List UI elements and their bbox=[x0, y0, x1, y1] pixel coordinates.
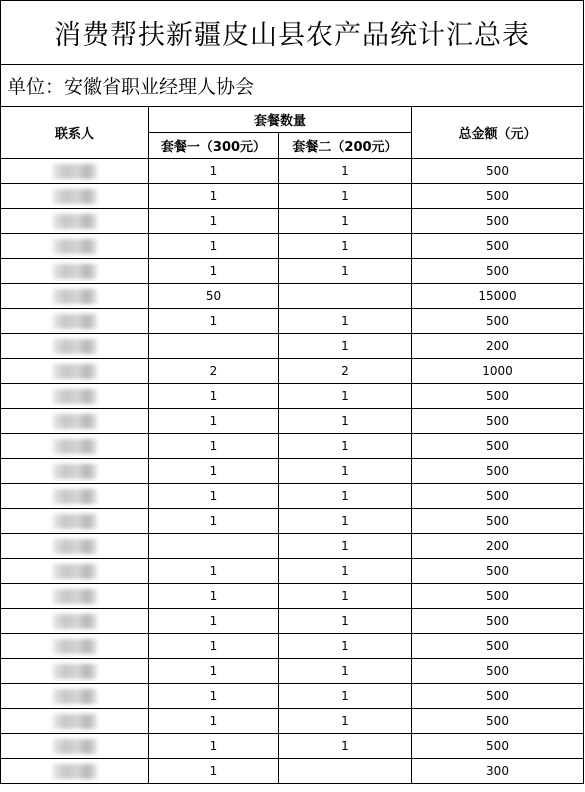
package1-cell: 1 bbox=[149, 584, 279, 609]
total-cell: 500 bbox=[412, 309, 584, 334]
package1-cell: 1 bbox=[149, 634, 279, 659]
header-contact: 联系人 bbox=[1, 107, 149, 159]
contact-cell bbox=[1, 159, 149, 184]
redacted-name bbox=[53, 189, 97, 204]
package2-cell: 1 bbox=[279, 659, 412, 684]
header-total: 总金额（元） bbox=[412, 107, 584, 159]
contact-cell bbox=[1, 284, 149, 309]
package1-cell: 2 bbox=[149, 359, 279, 384]
package2-cell: 1 bbox=[279, 734, 412, 759]
total-cell: 500 bbox=[412, 409, 584, 434]
package1-cell: 1 bbox=[149, 609, 279, 634]
package2-cell: 1 bbox=[279, 309, 412, 334]
package1-cell: 1 bbox=[149, 484, 279, 509]
package2-cell: 1 bbox=[279, 559, 412, 584]
total-cell: 300 bbox=[412, 759, 584, 784]
contact-cell bbox=[1, 459, 149, 484]
contact-cell bbox=[1, 209, 149, 234]
package1-cell bbox=[149, 334, 279, 359]
package1-cell: 1 bbox=[149, 259, 279, 284]
package1-cell: 1 bbox=[149, 759, 279, 784]
redacted-name bbox=[53, 539, 97, 554]
table-row bbox=[1, 459, 584, 484]
table-row bbox=[1, 709, 584, 734]
total-cell: 500 bbox=[412, 509, 584, 534]
table-row bbox=[1, 209, 584, 234]
table-row bbox=[1, 384, 584, 409]
contact-cell bbox=[1, 384, 149, 409]
table-row bbox=[1, 509, 584, 534]
redacted-name bbox=[53, 714, 97, 729]
table-row bbox=[1, 584, 584, 609]
table-row bbox=[1, 684, 584, 709]
redacted-name bbox=[53, 514, 97, 529]
redacted-name bbox=[53, 564, 97, 579]
table-row bbox=[1, 659, 584, 684]
contact-cell bbox=[1, 334, 149, 359]
package1-cell: 1 bbox=[149, 384, 279, 409]
contact-cell bbox=[1, 534, 149, 559]
package1-cell: 1 bbox=[149, 309, 279, 334]
contact-cell bbox=[1, 709, 149, 734]
redacted-name bbox=[53, 289, 97, 304]
redacted-name bbox=[53, 364, 97, 379]
package2-cell: 1 bbox=[279, 334, 412, 359]
package1-cell: 1 bbox=[149, 184, 279, 209]
table-row bbox=[1, 734, 584, 759]
redacted-name bbox=[53, 314, 97, 329]
package1-cell: 1 bbox=[149, 734, 279, 759]
total-cell: 500 bbox=[412, 459, 584, 484]
contact-cell bbox=[1, 609, 149, 634]
header-package2: 套餐二（200元） bbox=[279, 133, 412, 159]
total-cell: 500 bbox=[412, 434, 584, 459]
package1-cell: 1 bbox=[149, 684, 279, 709]
table-row bbox=[1, 609, 584, 634]
package2-cell: 1 bbox=[279, 159, 412, 184]
package1-cell: 1 bbox=[149, 709, 279, 734]
contact-cell bbox=[1, 359, 149, 384]
redacted-name bbox=[53, 739, 97, 754]
table-row bbox=[1, 634, 584, 659]
package2-cell: 1 bbox=[279, 634, 412, 659]
header-package1: 套餐一（300元） bbox=[149, 133, 279, 159]
total-cell: 1000 bbox=[412, 359, 584, 384]
redacted-name bbox=[53, 639, 97, 654]
table-row bbox=[1, 159, 584, 184]
redacted-name bbox=[53, 239, 97, 254]
total-cell: 500 bbox=[412, 684, 584, 709]
package2-cell: 1 bbox=[279, 534, 412, 559]
contact-cell bbox=[1, 584, 149, 609]
package1-cell bbox=[149, 534, 279, 559]
contact-cell bbox=[1, 184, 149, 209]
contact-cell bbox=[1, 234, 149, 259]
package1-cell: 1 bbox=[149, 234, 279, 259]
package1-cell: 1 bbox=[149, 159, 279, 184]
contact-cell bbox=[1, 759, 149, 784]
redacted-name bbox=[53, 614, 97, 629]
table-row bbox=[1, 234, 584, 259]
unit-label: 单位：安徽省职业经理人协会 bbox=[1, 65, 584, 107]
header-package-qty: 套餐数量 bbox=[149, 107, 412, 133]
package2-cell: 1 bbox=[279, 509, 412, 534]
total-cell: 500 bbox=[412, 484, 584, 509]
contact-cell bbox=[1, 309, 149, 334]
redacted-name bbox=[53, 764, 97, 779]
redacted-name bbox=[53, 214, 97, 229]
package2-cell: 1 bbox=[279, 684, 412, 709]
package2-cell: 1 bbox=[279, 584, 412, 609]
table-row bbox=[1, 434, 584, 459]
package2-cell: 1 bbox=[279, 384, 412, 409]
redacted-name bbox=[53, 589, 97, 604]
package2-cell: 1 bbox=[279, 409, 412, 434]
contact-cell bbox=[1, 409, 149, 434]
contact-cell bbox=[1, 659, 149, 684]
contact-cell bbox=[1, 434, 149, 459]
contact-cell bbox=[1, 484, 149, 509]
total-cell: 500 bbox=[412, 609, 584, 634]
package1-cell: 1 bbox=[149, 209, 279, 234]
package2-cell: 1 bbox=[279, 609, 412, 634]
table-row bbox=[1, 759, 584, 784]
package2-cell: 1 bbox=[279, 434, 412, 459]
contact-cell bbox=[1, 634, 149, 659]
package2-cell: 1 bbox=[279, 459, 412, 484]
total-cell: 15000 bbox=[412, 284, 584, 309]
table-row bbox=[1, 184, 584, 209]
total-cell: 200 bbox=[412, 534, 584, 559]
table-row bbox=[1, 484, 584, 509]
package1-cell: 1 bbox=[149, 559, 279, 584]
redacted-name bbox=[53, 339, 97, 354]
package1-cell: 1 bbox=[149, 659, 279, 684]
table-row bbox=[1, 559, 584, 584]
total-cell: 500 bbox=[412, 159, 584, 184]
total-cell: 200 bbox=[412, 334, 584, 359]
package1-cell: 1 bbox=[149, 409, 279, 434]
package2-cell bbox=[279, 759, 412, 784]
table-row bbox=[1, 534, 584, 559]
redacted-name bbox=[53, 689, 97, 704]
redacted-name bbox=[53, 489, 97, 504]
package1-cell: 1 bbox=[149, 509, 279, 534]
table-row bbox=[1, 309, 584, 334]
package2-cell bbox=[279, 284, 412, 309]
redacted-name bbox=[53, 664, 97, 679]
total-cell: 500 bbox=[412, 584, 584, 609]
total-cell: 500 bbox=[412, 659, 584, 684]
contact-cell bbox=[1, 734, 149, 759]
contact-cell bbox=[1, 259, 149, 284]
table-row bbox=[1, 259, 584, 284]
package1-cell: 1 bbox=[149, 434, 279, 459]
total-cell: 500 bbox=[412, 559, 584, 584]
package2-cell: 1 bbox=[279, 234, 412, 259]
table-row bbox=[1, 284, 584, 309]
package2-cell: 1 bbox=[279, 259, 412, 284]
redacted-name bbox=[53, 464, 97, 479]
total-cell: 500 bbox=[412, 209, 584, 234]
total-cell: 500 bbox=[412, 184, 584, 209]
total-cell: 500 bbox=[412, 384, 584, 409]
table-row bbox=[1, 359, 584, 384]
redacted-name bbox=[53, 264, 97, 279]
redacted-name bbox=[53, 439, 97, 454]
total-cell: 500 bbox=[412, 634, 584, 659]
table-row bbox=[1, 334, 584, 359]
package2-cell: 2 bbox=[279, 359, 412, 384]
package2-cell: 1 bbox=[279, 484, 412, 509]
package2-cell: 1 bbox=[279, 709, 412, 734]
package2-cell: 1 bbox=[279, 209, 412, 234]
total-cell: 500 bbox=[412, 234, 584, 259]
contact-cell bbox=[1, 684, 149, 709]
contact-cell bbox=[1, 559, 149, 584]
total-cell: 500 bbox=[412, 709, 584, 734]
package1-cell: 1 bbox=[149, 459, 279, 484]
redacted-name bbox=[53, 164, 97, 179]
contact-cell bbox=[1, 509, 149, 534]
package2-cell: 1 bbox=[279, 184, 412, 209]
total-cell: 500 bbox=[412, 734, 584, 759]
table-title: 消费帮扶新疆皮山县农产品统计汇总表 bbox=[1, 1, 584, 65]
redacted-name bbox=[53, 414, 97, 429]
package1-cell: 50 bbox=[149, 284, 279, 309]
total-cell: 500 bbox=[412, 259, 584, 284]
redacted-name bbox=[53, 389, 97, 404]
table-row bbox=[1, 409, 584, 434]
